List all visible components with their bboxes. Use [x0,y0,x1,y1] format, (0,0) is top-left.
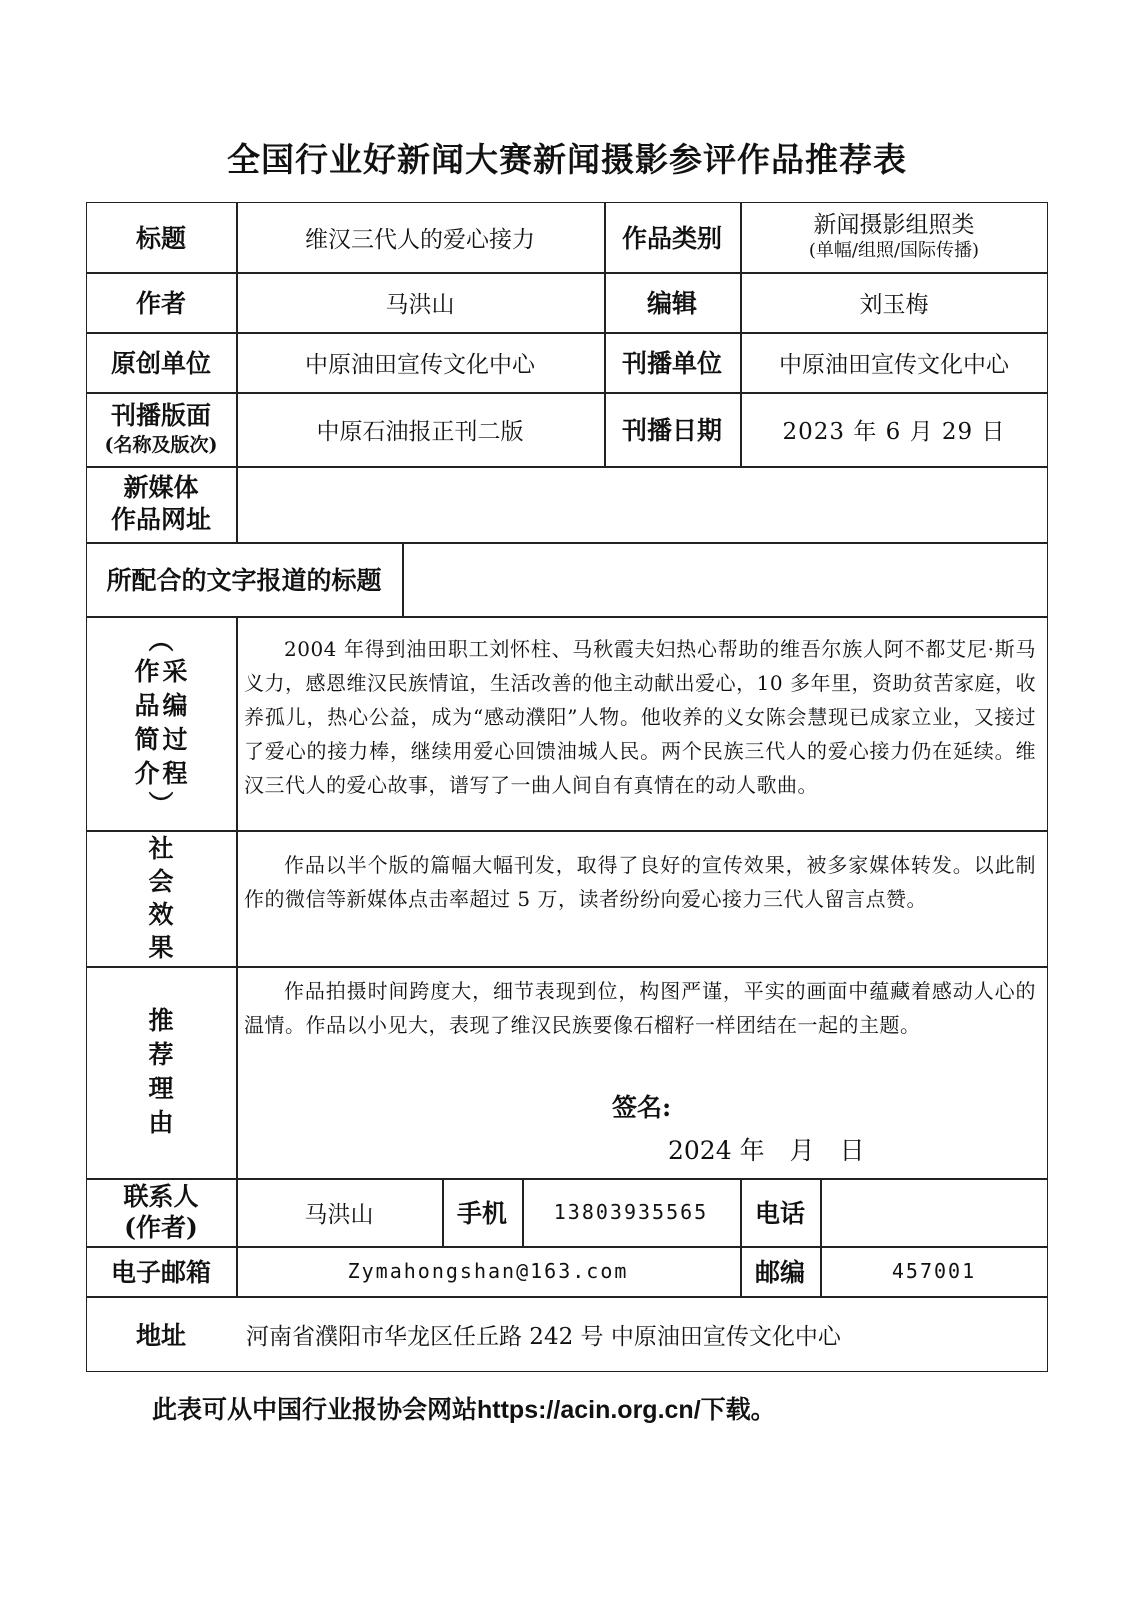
effect-label-cell [86,830,236,966]
process-label-cell [86,616,236,830]
date-value: 2023 年 6 月 29 日 [782,418,1006,445]
author-label: 作者 [135,289,186,318]
text-report-value [402,542,1048,616]
contact-value: 马洪山 [304,1201,374,1228]
category-value: 新闻摄影组照类 [813,212,975,239]
download-url-link[interactable]: https://acin.org.cn/ [477,1396,701,1424]
phone-label: 电话 [754,1199,805,1228]
mobile-value: 13803935565 [553,1200,709,1224]
editor-value: 刘玉梅 [859,291,929,318]
layout-label-note: (名称及版次) [104,433,218,456]
original-unit-label: 原创单位 [110,349,211,378]
author-value: 马洪山 [385,291,455,318]
process-paren-close: ︶ [148,790,174,819]
date-label: 刊播日期 [621,416,722,445]
category-label: 作品类别 [621,224,722,253]
signature-label: 签名: [612,1093,672,1122]
headline-value: 维汉三代人的爱心接力 [305,226,535,253]
headline-label: 标题 [135,224,186,253]
original-unit-value: 中原油田宣传文化中心 [305,351,535,378]
contact-label-1: 联系人 [123,1181,199,1211]
process-label-right: 采编过程 [162,657,188,788]
newmedia-label-2: 作品网址 [110,505,211,534]
publish-unit-value: 中原油田宣传文化中心 [779,351,1009,378]
contact-label-2: (作者) [124,1213,198,1242]
email-label: 电子邮箱 [110,1258,211,1287]
layout-value: 中原石油报正刊二版 [316,418,524,445]
newmedia-label-1: 新媒体 [123,472,199,502]
phone-value [820,1178,1048,1246]
download-note-prefix: 此表可从中国行业报协会网站 [152,1395,478,1424]
category-note: (单幅/组照/国际传播) [808,240,980,262]
category-cell [740,202,1048,272]
mobile-label: 手机 [456,1199,507,1228]
effect-label: 社会效果 [148,834,174,962]
effect-text: 作品以半个版的篇幅大幅刊发，取得了良好的宣传效果，被多家媒体转发。以此制作的微信等新媒体点击率超过 5 万，读者纷纷向爱心接力三代人留言点赞。 [244,853,1036,911]
process-label-left: 作品简介 [134,657,160,788]
form-title: 全国行业好新闻大赛新闻摄影参评作品推荐表 [227,140,907,179]
editor-label: 编辑 [646,289,697,318]
layout-label: 刊播版面 [110,401,211,431]
reason-label-cell [86,966,236,1178]
address-label: 地址 [135,1321,186,1350]
postcode-label: 邮编 [754,1258,805,1287]
email-value: Zymahongshan@163.com [347,1259,629,1283]
layout-label-cell [86,392,236,466]
contact-label-cell [86,1178,236,1246]
newmedia-label-cell [86,466,236,542]
postcode-value: 457001 [891,1259,977,1283]
text-report-label: 所配合的文字报道的标题 [106,566,382,595]
process-text: 2004 年得到油田职工刘怀柱、马秋霞夫妇热心帮助的维吾尔族人阿不都艾尼·斯马义力，感恩维汉民族情谊，生活改善的他主动献出爱心，10 多年里，资助贫苦家庭，收养孤儿，热心公益，成为“感动濮阳”人物。他收养的义女陈会慧现已成家立业，又接过了爱心的接力棒，继续用爱心回馈油城人民。两个民族三代人的爱心接力仍在延续。维汉三代人的爱心故事，谱写了一曲人间自有真情在的动人歌曲。 [244,637,1036,797]
signature-date: 2024 年 月 日 [668,1136,865,1165]
newmedia-value [236,466,1048,542]
download-note [152,1390,776,1426]
process-paren-open: ︵ [148,626,174,655]
reason-text: 作品拍摄时间跨度大，细节表现到位，构图严谨，平实的画面中蕴藏着感动人心的温情。作品以小见大，表现了维汉民族要像石榴籽一样团结在一起的主题。 [244,979,1036,1037]
reason-label: 推荐理由 [148,1006,174,1137]
publish-unit-label: 刊播单位 [621,349,722,378]
download-note-suffix: 下载。 [700,1395,776,1424]
address-value: 河南省濮阳市华龙区任丘路 242 号 中原油田宣传文化中心 [246,1323,841,1350]
